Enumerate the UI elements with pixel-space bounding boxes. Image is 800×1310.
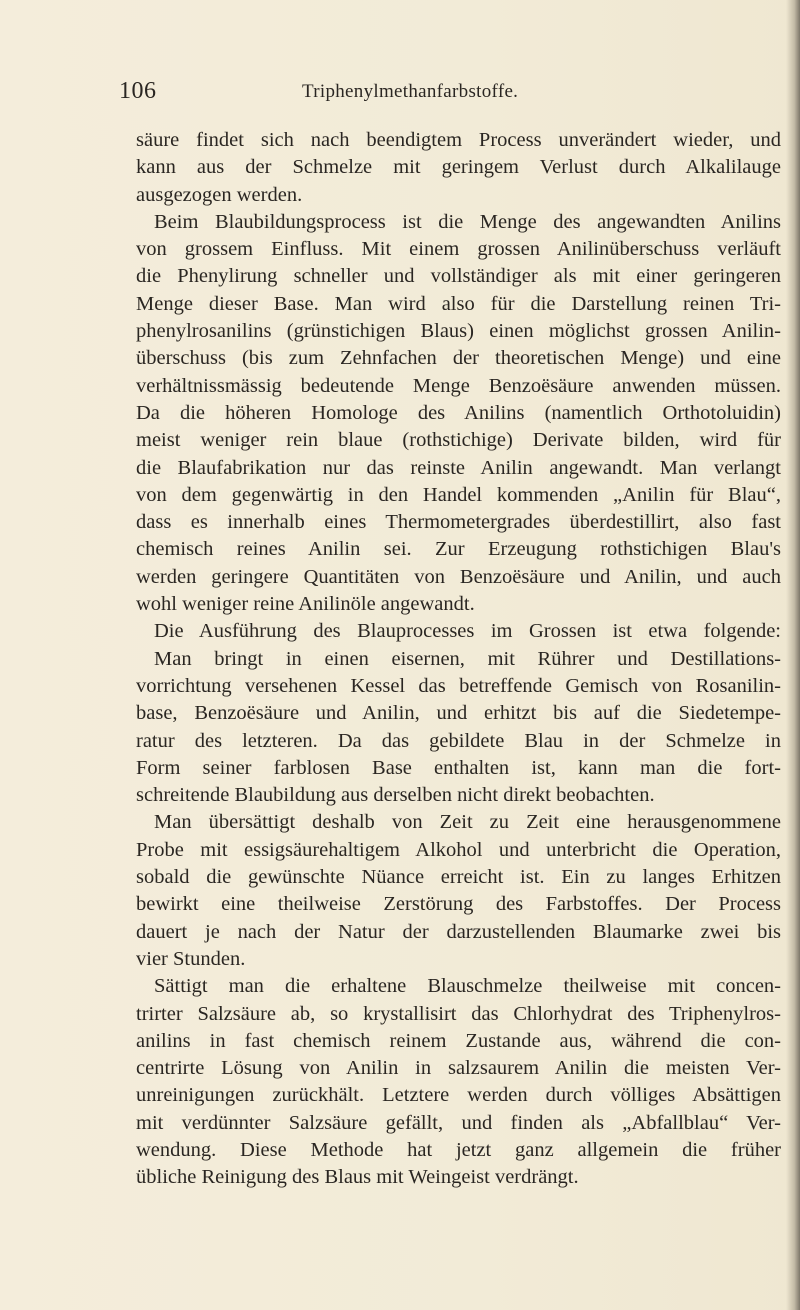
text-line: ratur des letzteren. Da das gebildete Blau in der Schmelze in (136, 729, 781, 752)
text-line: vier Stunden. (136, 947, 246, 970)
text-line: Man übersättigt deshalb von Zeit zu Zeit eine herausgenommene (154, 811, 781, 834)
text-line: ausgezogen werden. (136, 183, 303, 206)
text-line: chemisch reines Anilin sei. Zur Erzeugung rothstichigen Blau's (136, 538, 781, 561)
running-head: Triphenylmethanfarbstoffe. (302, 81, 519, 102)
text-line: schreitende Blaubildung aus derselben nicht direkt beobachten. (136, 784, 655, 807)
text-line: unreinigungen zurückhält. Letztere werden durch völliges Absättigen (136, 1084, 781, 1107)
text-line: wendung. Diese Methode hat jetzt ganz allgemein die früher (136, 1138, 781, 1161)
text-line: verhältnissmässig bedeutende Menge Benzoësäure anwenden müssen. (136, 374, 781, 397)
text-line: die Blaufabrikation nur das reinste Anilin angewandt. Man verlangt (136, 456, 781, 479)
text-line: kann aus der Schmelze mit geringem Verlust durch Alkalilauge (136, 156, 781, 179)
text-line: sobald die gewünschte Nüance erreicht ist. Ein zu langes Erhitzen (136, 866, 781, 889)
text-line: trirter Salzsäure ab, so krystallisirt das Chlorhydrat des Triphenylros- (136, 1002, 781, 1025)
text-line: bewirkt eine theilweise Zerstörung des Farbstoffes. Der Process (136, 893, 781, 916)
text-line: centrirte Lösung von Anilin in salzsaurem Anilin die meisten Ver- (136, 1057, 781, 1080)
text-line: base, Benzoësäure und Anilin, und erhitzt bis auf die Siedetempe- (136, 702, 781, 725)
text-line: von dem gegenwärtig in den Handel kommenden „Anilin für Blau“, (136, 483, 781, 506)
text-line: überschuss (bis zum Zehnfachen der theoretischen Menge) und eine (136, 347, 781, 370)
page-header (0, 78, 800, 108)
text-line: Sättigt man die erhaltene Blauschmelze theilweise mit concen- (154, 975, 781, 998)
text-line: übliche Reinigung des Blaus mit Weingeist verdrängt. (136, 1166, 579, 1189)
text-line: meist weniger rein blaue (rothstichige) Derivate bilden, wird für (136, 429, 781, 452)
page-edge-shadow (786, 0, 800, 1310)
text-line: werden geringere Quantitäten von Benzoësäure und Anilin, und auch (136, 565, 781, 588)
page-number: 106 (119, 78, 157, 104)
body-text (136, 127, 781, 1192)
text-line: Beim Blaubildungsprocess ist die Menge des angewandten Anilins (154, 210, 781, 233)
text-line: Probe mit essigsäurehaltigem Alkohol und unterbricht die Operation, (136, 838, 781, 861)
text-line: vorrichtung versehenen Kessel das betreffende Gemisch von Rosanilin- (136, 674, 781, 697)
text-line: wohl weniger reine Anilinöle angewandt. (136, 593, 475, 616)
text-line: dass es innerhalb eines Thermometergrades überdestillirt, also fast (136, 511, 781, 534)
text-line: die Phenylirung schneller und vollständiger als mit einer geringeren (136, 265, 781, 288)
text-line: phenylrosanilins (grünstichigen Blaus) einen möglichst grossen Anilin- (136, 320, 781, 343)
text-line: Da die höheren Homologe des Anilins (namentlich Orthotoluidin) (136, 401, 781, 424)
text-line: säure findet sich nach beendigtem Process unverändert wieder, und (136, 129, 781, 151)
text-line: mit verdünnter Salzsäure gefällt, und finden als „Abfallblau“ Ver- (136, 1111, 781, 1134)
text-line: anilins in fast chemisch reinem Zustande aus, während die con- (136, 1029, 781, 1052)
text-line: Man bringt in einen eisernen, mit Rührer und Destillations- (154, 647, 781, 670)
text-line: Menge dieser Base. Man wird also für die Darstellung reinen Tri- (136, 292, 781, 315)
text-line: dauert je nach der Natur der darzustellenden Blaumarke zwei bis (136, 920, 781, 943)
text-line: Die Ausführung des Blauprocesses im Grossen ist etwa folgende: (154, 620, 781, 643)
text-line: Form seiner farblosen Base enthalten ist, kann man die fort- (136, 756, 781, 779)
text-line: von grossem Einfluss. Mit einem grossen Anilinüberschuss verläuft (136, 238, 781, 261)
